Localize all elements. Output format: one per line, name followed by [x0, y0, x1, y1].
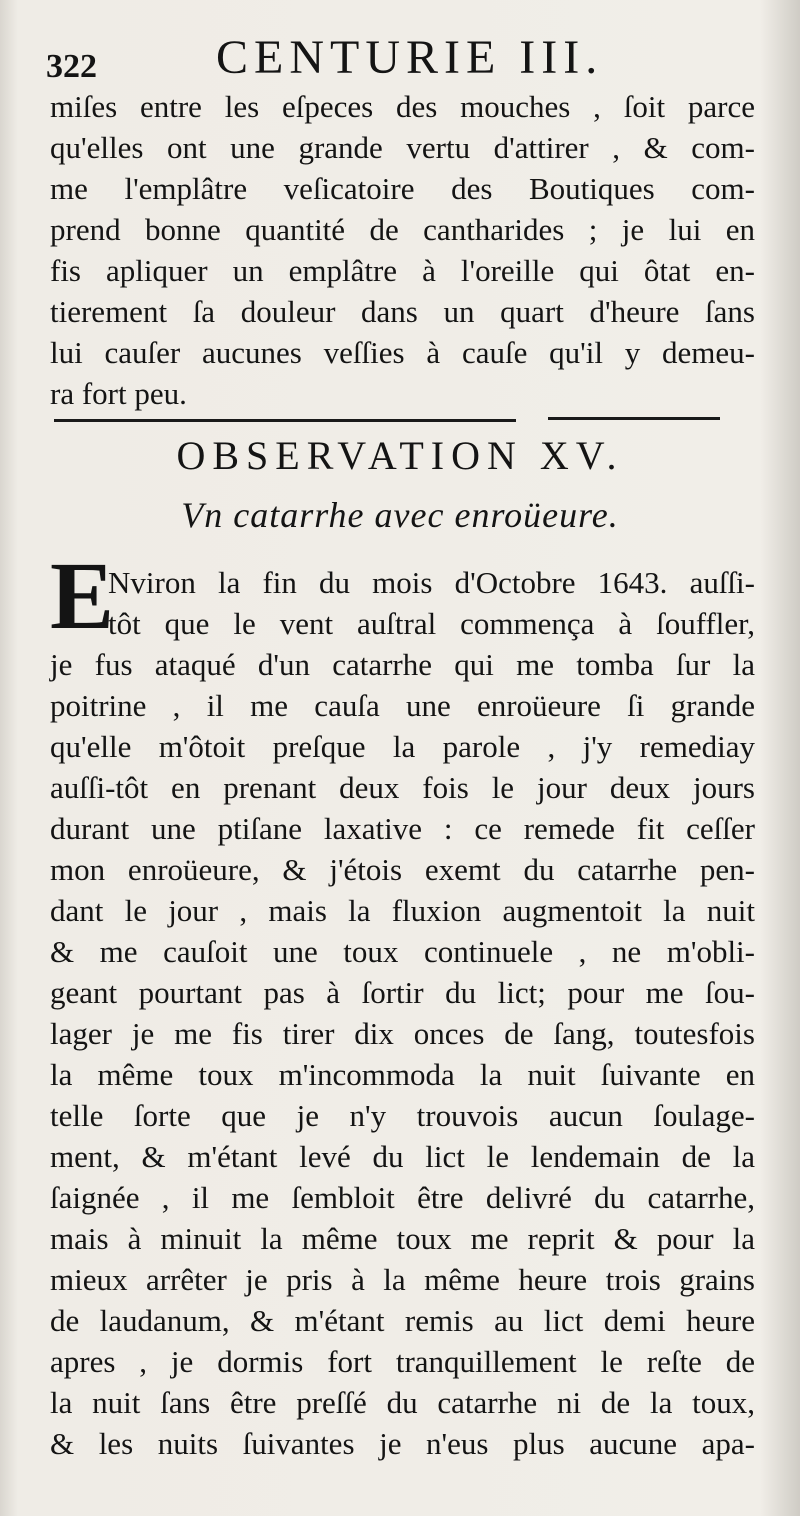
text-line: lui cauſer aucunes veſſies à cauſe qu'il y demeu-: [50, 335, 755, 370]
text-line: prend bonne quantité de cantharides ; je lui en: [50, 212, 755, 247]
text-line: durant une ptiſane laxative : ce remede fit ceſſer: [50, 811, 755, 846]
text-line: fis apliquer un emplâtre à l'oreille qui ôtat en-: [50, 253, 755, 288]
text-line: ſaignée , il me ſembloit être delivré du catarrhe,: [50, 1180, 755, 1215]
observation-subtitle: Vn catarrhe avec enroüeure.: [181, 495, 619, 535]
text-line: apres , je dormis fort tranquillement le reſte de: [50, 1344, 755, 1379]
running-header: [42, 28, 782, 88]
main-paragraph: [50, 644, 755, 1464]
observation-title: OBSERVATION XV.: [176, 433, 624, 478]
text-line: ra fort peu.: [50, 376, 187, 411]
text-line: tôt que le vent auſtral commença à ſouffler,: [108, 606, 755, 641]
page-number: 322: [46, 48, 97, 85]
text-line: la nuit ſans être preſſé du catarrhe ni de la toux,: [50, 1385, 755, 1420]
text-line: mieux arrêter je pris à la même heure trois grains: [50, 1262, 755, 1297]
running-title: CENTURIE III.: [216, 31, 604, 84]
main-paragraph-opening: [108, 562, 755, 644]
text-line: dant le jour , mais la fluxion augmentoit la nuit: [50, 893, 755, 928]
text-line: la même toux m'incommoda la nuit ſuivante en: [50, 1057, 755, 1092]
text-line: miſes entre les eſpeces des mouches , ſoit parce: [50, 89, 755, 124]
text-line: & me cauſoit une toux continuele , ne m'obli-: [50, 934, 755, 969]
text-line: qu'elles ont une grande vertu d'attirer , & com-: [50, 130, 755, 165]
divider-rule-right: [548, 417, 720, 420]
text-line: telle ſorte que je n'y trouvois aucun ſoulage-: [50, 1098, 755, 1133]
top-paragraph: [50, 86, 755, 414]
text-line: me l'emplâtre veſicatoire des Boutiques com-: [50, 171, 755, 206]
divider-rule-left: [54, 419, 516, 422]
text-line: poitrine , il me cauſa une enroüeure ſi grande: [50, 688, 755, 723]
text-line: auſſi-tôt en prenant deux fois le jour deux jours: [50, 770, 755, 805]
section-divider: [54, 412, 720, 428]
text-line: & les nuits ſuivantes je n'eus plus aucune apa-: [50, 1426, 755, 1461]
text-line: ment, & m'étant levé du lict le lendemain de la: [50, 1139, 755, 1174]
text-line: mon enroüeure, & j'étois exemt du catarrhe pen-: [50, 852, 755, 887]
text-line: lager je me fis tirer dix onces de ſang, toutesfois: [50, 1016, 755, 1051]
text-line: geant pourtant pas à ſortir du lict; pour me ſou-: [50, 975, 755, 1010]
text-line: Nviron la fin du mois d'Octobre 1643. auſſi-: [108, 565, 755, 600]
text-line: de laudanum, & m'étant remis au lict demi heure: [50, 1303, 755, 1338]
text-line: qu'elle m'ôtoit preſque la parole , j'y remediay: [50, 729, 755, 764]
text-line: je fus ataqué d'un catarrhe qui me tomba ſur la: [50, 647, 755, 682]
text-line: tierement ſa douleur dans un quart d'heure ſans: [50, 294, 755, 329]
drop-cap: E: [50, 542, 115, 649]
text-line: mais à minuit la même toux me reprit & pour la: [50, 1221, 755, 1256]
